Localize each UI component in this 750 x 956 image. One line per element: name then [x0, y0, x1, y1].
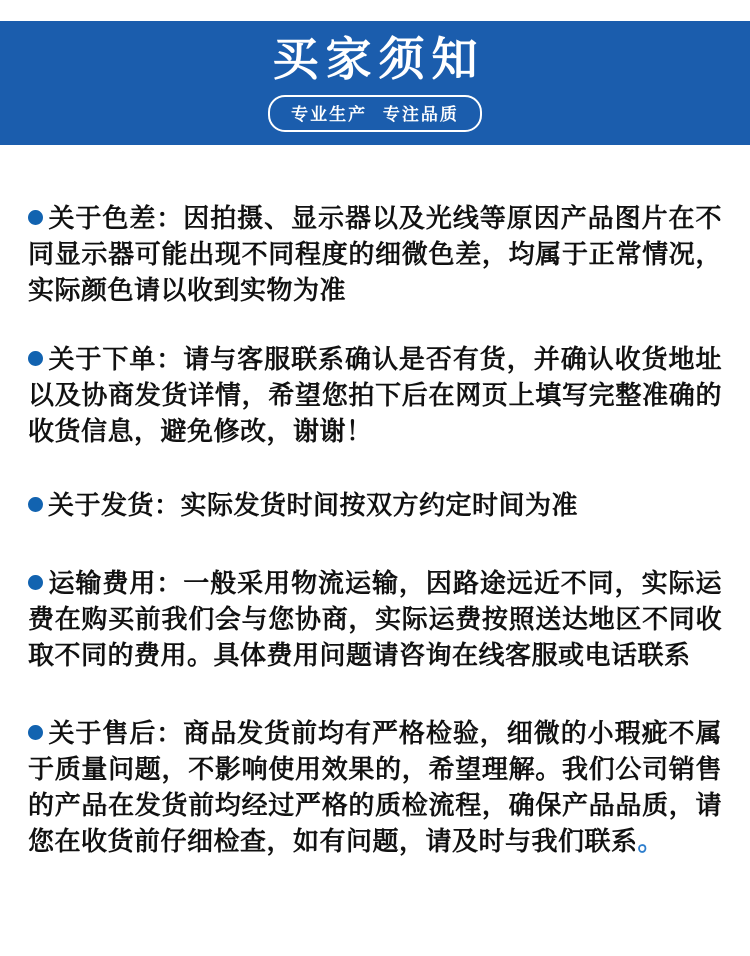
- notice-text-end-mark: 。: [637, 826, 665, 856]
- notice-text: 关于发货：实际发货时间按双方约定时间为准: [48, 490, 579, 520]
- notice-text: 关于售后：商品发货前均有严格检验，细微的小瑕疵不属于质量问题，不影响使用效果的，希望理解。我们公司销售的产品在发货前均经过严格的质检流程，确保产品品质，请您在收货前仔细检查，如有问题，请及时与我们联系: [28, 718, 722, 856]
- header-banner: [0, 21, 750, 145]
- bullet-icon: [28, 725, 43, 740]
- bullet-icon: [28, 351, 43, 366]
- tagline-text: 专业生产 专注品质: [291, 105, 459, 125]
- tagline-pill: [268, 95, 482, 132]
- notice-text: 关于色差：因拍摄、显示器以及光线等原因产品图片在不同显示器可能出现不同程度的细微色差，均属于正常情况，实际颜色请以收到实物为准: [28, 203, 722, 305]
- notice-ordering: [28, 341, 722, 449]
- notice-after-sales: [28, 715, 722, 859]
- bullet-icon: [28, 210, 43, 225]
- notice-freight-cost: [28, 565, 722, 673]
- notice-shipping-time: [28, 487, 722, 523]
- bullet-icon: [28, 497, 43, 512]
- notice-list: [0, 145, 750, 859]
- notice-text: 关于下单：请与客服联系确认是否有货，并确认收货地址以及协商发货详情，希望您拍下后在网页上填写完整准确的收货信息，避免修改，谢谢！: [28, 344, 722, 446]
- bullet-icon: [28, 575, 43, 590]
- notice-text: 运输费用：一般采用物流运输，因路途远近不同，实际运费在购买前我们会与您协商，实际运费按照送达地区不同收取不同的费用。具体费用问题请咨询在线客服或电话联系: [28, 568, 722, 670]
- page-title: 买家须知: [272, 32, 485, 85]
- notice-color-difference: [28, 200, 722, 308]
- buyer-notice-page: [0, 21, 750, 956]
